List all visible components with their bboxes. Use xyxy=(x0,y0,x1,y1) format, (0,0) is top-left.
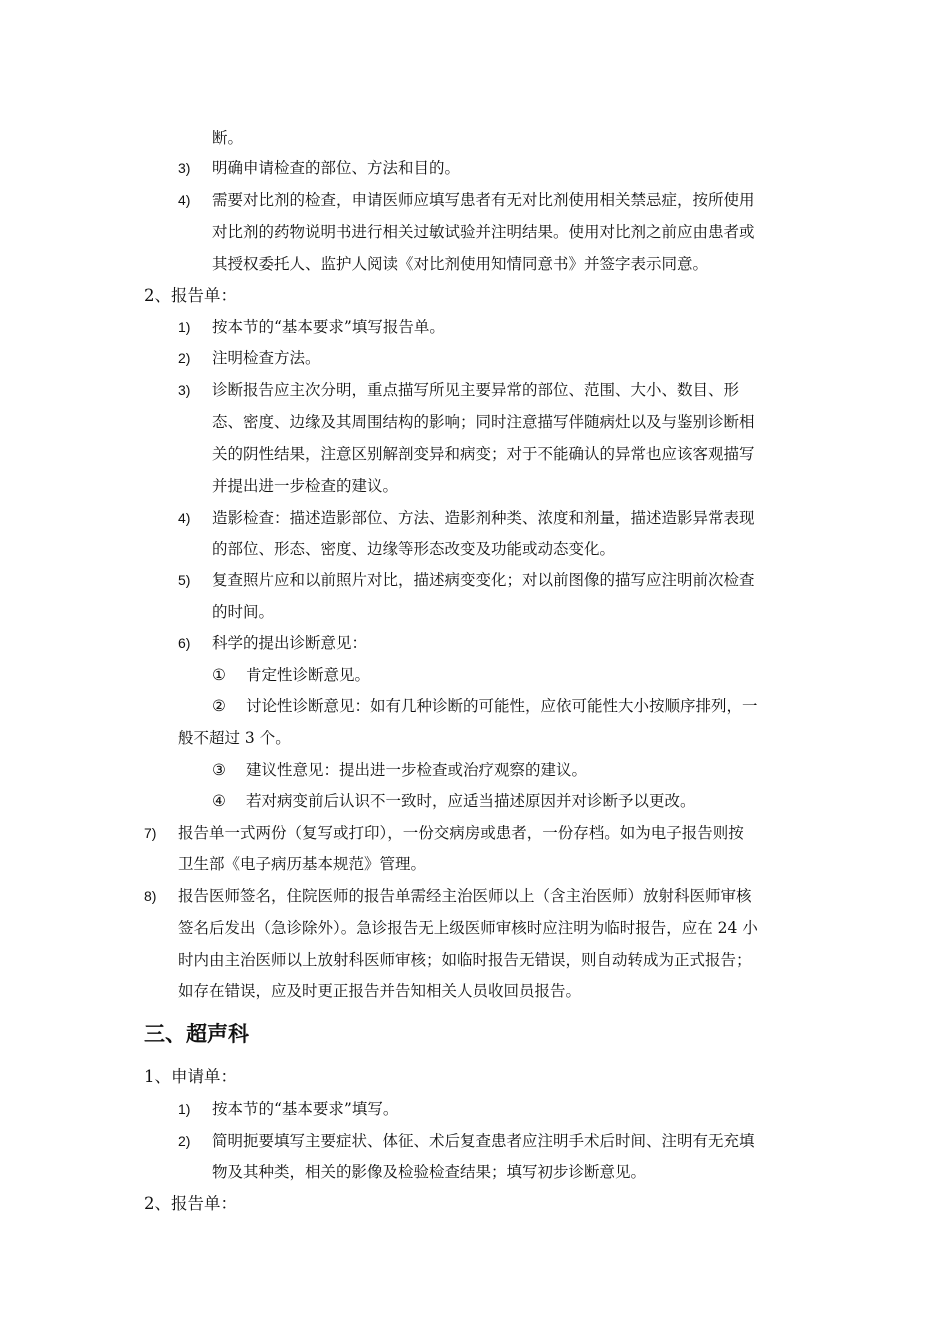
item-number: 1) xyxy=(178,1101,191,1117)
item-text: 物及其种类，相关的影像及检验检查结果；填写初步诊断意见。 xyxy=(212,1163,647,1181)
section-title: 三、超声科 xyxy=(144,1022,249,1046)
item-number: 4) xyxy=(178,510,191,526)
item-text: 报告医师签名，住院医师的报告单需经主治医师以上（含主治医师）放射科医师审核 xyxy=(178,887,752,905)
item-text: 态、密度、边缘及其周围结构的影响；同时注意描写伴随病灶以及与鉴别诊断相 xyxy=(212,413,755,431)
circled-text: 建议性意见：提出进一步检查或治疗观察的建议。 xyxy=(246,761,588,779)
item-text: 需要对比剂的检查，申请医师应填写患者有无对比剂使用相关禁忌症，按所使用 xyxy=(212,191,755,209)
item-number: 2) xyxy=(178,350,191,366)
item-text: 并提出进一步检查的建议。 xyxy=(212,477,399,495)
item-text: 报告单一式两份（复写或打印），一份交病房或患者，一份存档。如为电子报告则按 xyxy=(178,824,744,842)
item-number: 4) xyxy=(178,192,191,208)
item-text: 的时间。 xyxy=(212,603,275,621)
item-text: 科学的提出诊断意见： xyxy=(212,634,368,652)
item-number: 2) xyxy=(178,1133,191,1149)
item-text: 签名后发出（急诊除外）。急诊报告无上级医师审核时应注明为临时报告，应在 24 小 xyxy=(178,919,758,937)
item-number: 3) xyxy=(178,160,191,176)
item-text: 诊断报告应主次分明，重点描写所见主要异常的部位、范围、大小、数目、形 xyxy=(212,381,740,399)
circled-mark: ③ xyxy=(212,761,226,779)
circled-text: 肯定性诊断意见。 xyxy=(246,666,371,684)
circled-text-cont: 般不超过 3 个。 xyxy=(178,729,291,747)
item-text: 简明扼要填写主要症状、体征、术后复查患者应注明手术后时间、注明有无充填 xyxy=(212,1132,755,1150)
circled-mark: ④ xyxy=(212,792,226,810)
item-number: 7) xyxy=(144,825,157,841)
circled-text: 讨论性诊断意见：如有几种诊断的可能性，应依可能性大小按顺序排列，一 xyxy=(246,697,758,715)
item-text: 造影检查：描述造影部位、方法、造影剂种类、浓度和剂量，描述造影异常表现 xyxy=(212,509,755,527)
item-number: 6) xyxy=(178,635,191,651)
report-heading: 2、报告单： xyxy=(144,286,237,305)
apply-heading: 1、申请单： xyxy=(144,1067,237,1086)
item-number: 5) xyxy=(178,572,191,588)
circled-text: 若对病变前后认识不一致时，应适当描述原因并对诊断予以更改。 xyxy=(246,792,696,810)
report-heading-2: 2、报告单： xyxy=(144,1194,237,1213)
item-text: 按本节的“基本要求”填写。 xyxy=(212,1100,399,1118)
item-text: 如存在错误，应及时更正报告并告知相关人员收回员报告。 xyxy=(178,982,582,1000)
item-text: 时内由主治医师以上放射科医师审核；如临时报告无错误，则自动转成为正式报告； xyxy=(178,951,752,969)
item-text: 其授权委托人、监护人阅读《对比剂使用知情同意书》并签字表示同意。 xyxy=(212,255,709,273)
item-text: 关的阴性结果，注意区别解剖变异和病变；对于不能确认的异常也应该客观描写 xyxy=(212,445,755,463)
item-text: 的部位、形态、密度、边缘等形态改变及功能或动态变化。 xyxy=(212,540,616,558)
item-text: 复查照片应和以前照片对比，描述病变变化；对以前图像的描写应注明前次检查 xyxy=(212,571,755,589)
item-text: 卫生部《电子病历基本规范》管理。 xyxy=(178,855,427,873)
item-text: 明确申请检查的部位、方法和目的。 xyxy=(212,159,461,177)
item-number: 1) xyxy=(178,319,191,335)
item-text: 对比剂的药物说明书进行相关过敏试验并注明结果。使用对比剂之前应由患者或 xyxy=(212,223,755,241)
continuation-line: 断。 xyxy=(212,129,244,147)
circled-mark: ② xyxy=(212,697,226,715)
item-number: 8) xyxy=(144,888,157,904)
item-text: 注明检查方法。 xyxy=(212,349,321,367)
item-number: 3) xyxy=(178,382,191,398)
item-text: 按本节的“基本要求”填写报告单。 xyxy=(212,318,445,336)
circled-mark: ① xyxy=(212,666,226,684)
